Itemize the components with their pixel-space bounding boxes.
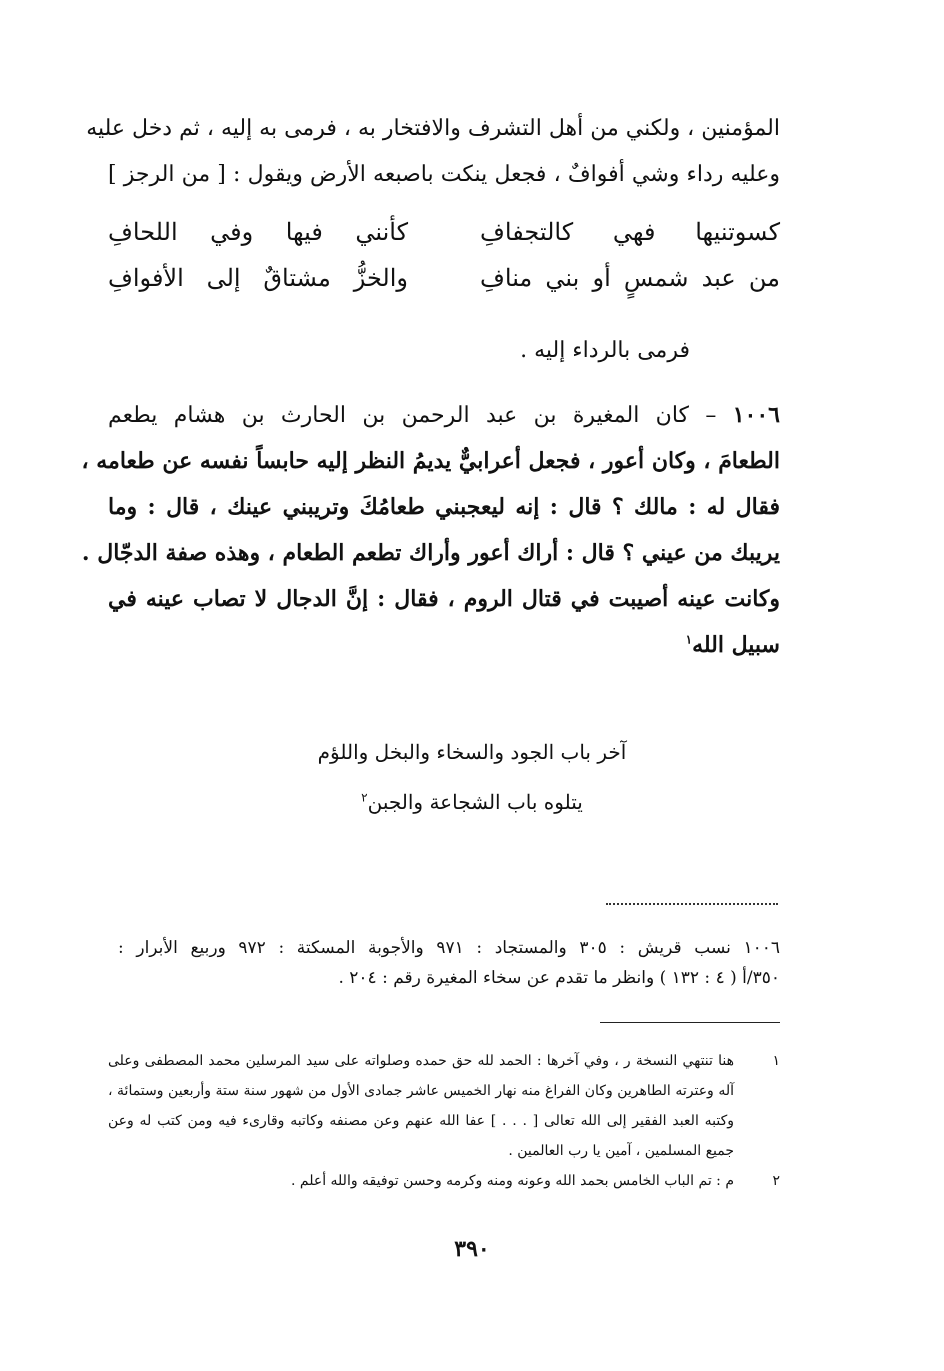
- after-verse-line: فرمى بالرداء إليه .: [520, 338, 690, 363]
- anecdote-line-1: [108, 402, 780, 428]
- dotted-divider: [606, 903, 778, 905]
- anecdote-line-6: [108, 632, 780, 658]
- footnote-1-line-4: جميع المسلمين ، آمين يا رب العالمين .: [508, 1143, 734, 1159]
- chapter-next-title: [0, 790, 944, 814]
- footnote-marker-1: ١: [685, 632, 693, 647]
- verse-2-first-hemistich: من عبد شمسٍ أو بني منافِ: [480, 264, 780, 292]
- verse-1-first-hemistich: كسوتنيها فهي كالتجفافِ: [480, 218, 780, 246]
- footnote-1-line-2: آله وعترته الطاهرين وكان الفراغ منه نهار الخميس عاشر جمادى الأول من شهور سنة ستة وأربعين وستمائة ،: [108, 1083, 734, 1099]
- footnote-1-number: ١: [772, 1053, 780, 1069]
- anecdote-line-2: الطعامَ ، وكان أعور ، فجعل أعرابيٌّ يديمُ النظر إليه حابساً نفسه عن طعامه ،: [81, 448, 780, 474]
- footnote-2-line-1: م : تم الباب الخامس بحمد الله وعونه ومنه وكرمه وحسن توفيقه والله أعلم .: [291, 1173, 734, 1189]
- anecdote-line-4: يريبك من عيني ؟ قال : أراك أعور وأراك تطعم الطعام ، وهذه صفة الدجّال .: [81, 540, 780, 566]
- footnote-1-line-3: وكتبه العبد الفقير إلى الله تعالى [ . . . ] عفا الله عنهم وعن مصنفه وكاتبه وقارىء فيه ومن كتب له وعن: [108, 1113, 734, 1129]
- footnote-marker-2: ٢: [361, 790, 368, 805]
- intro-line-1: المؤمنين ، ولكني من أهل التشرف والافتخار به ، فرمى به إليه ، ثم دخل عليه: [86, 116, 780, 141]
- sources-line-2: ٣٥٠/أ ( ٤ : ١٣٢ ) وانظر ما تقدم عن سخاء المغيرة رقم : ٢٠٤ .: [338, 968, 780, 988]
- footnote-1-line-1: هنا تنتهي النسخة ر ، وفي آخرها : الحمد لله حق حمده وصلواته على سيد المرسلين محمد المصطفى وعلى: [108, 1053, 734, 1069]
- anecdote-line-1-text: – كان المغيرة بن عبد الرحمن بن الحارث بن هشام يطعم: [108, 403, 717, 428]
- anecdote-line-6-text: سبيل الله: [692, 632, 780, 658]
- footnote-divider: [600, 1022, 780, 1023]
- chapter-end-title: آخر باب الجود والسخاء والبخل واللؤم: [317, 740, 627, 764]
- footnote-2-number: ٢: [772, 1173, 780, 1189]
- anecdote-line-3: فقال له : مالك ؟ قال : إنه ليعجبني طعامُكَ وتريبني عينك ، قال : وما: [108, 494, 780, 520]
- intro-line-2: وعليه رداء وشي أفوافٌ ، فجعل ينكت باصبعه الأرض ويقول : [ من الرجز ]: [108, 162, 780, 187]
- verse-2-second-hemistich: والخزُّ مشتاقٌ إلى الأفوافِ: [108, 264, 408, 292]
- verse-line-2: [108, 264, 780, 304]
- page-number: ٣٩٠: [454, 1236, 490, 1262]
- chapter-next-text: يتلوه باب الشجاعة والجبن: [367, 790, 583, 814]
- anecdote-number: ١٠٠٦: [732, 402, 780, 428]
- verse-1-second-hemistich: كأنني فيها وفي اللحافِ: [108, 218, 408, 246]
- sources-line-1: ١٠٠٦ نسب قريش : ٣٠٥ والمستجاد : ٩٧١ والأجوبة المسكتة : ٩٧٢ وربيع الأبرار :: [118, 938, 781, 958]
- verse-line-1: [108, 218, 780, 258]
- anecdote-line-5: وكانت عينه أصيبت في قتال الروم ، فقال : إنَّ الدجال لا تصاب عينه في: [108, 586, 780, 612]
